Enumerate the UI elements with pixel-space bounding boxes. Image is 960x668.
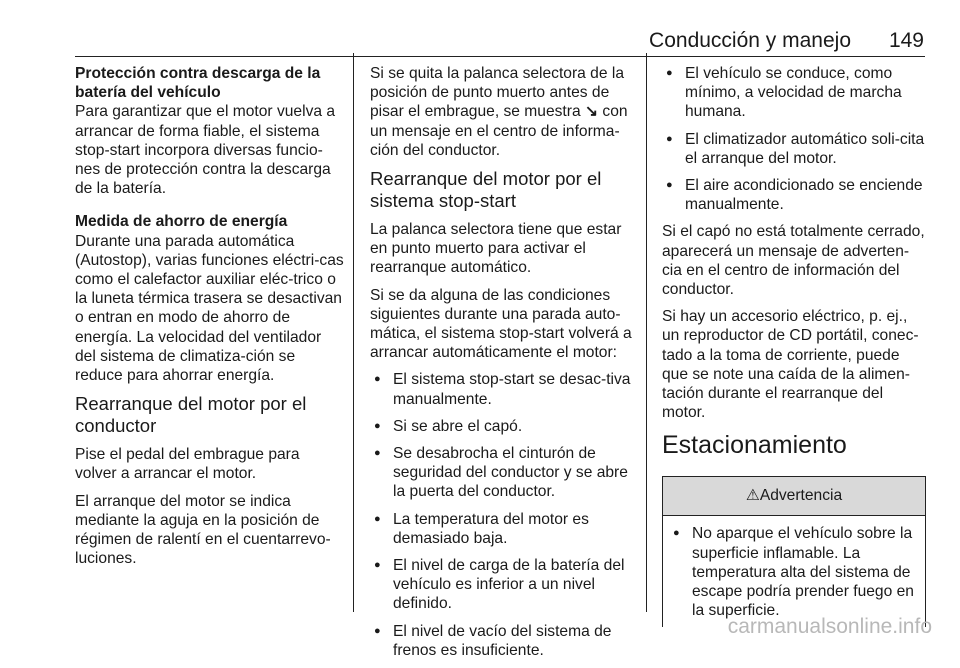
list-item: ● El sistema stop-start se desac-tiva manualmente. (370, 370, 636, 408)
paragraph-capo: Si el capó no está totalmente cerrado, aparecerá un mensaje de adverten-cia en el centro de información del conductor. (662, 223, 925, 299)
paragraph-pise: Pise el pedal del embrague para volver a arrancar el motor. (75, 446, 300, 483)
watermark: carmanualsonline.info (727, 615, 932, 638)
page-header (0, 27, 960, 57)
paragraph-condiciones: Si se da alguna de las condiciones siguientes durante una parada auto-mática, el sistema stop-start volverá a arrancar automáticamente el motor: (370, 286, 632, 362)
list-item: ● El aire acondicionado se enciende manualmente. (662, 176, 926, 214)
gear-indicator-icon: ↘ (584, 103, 599, 121)
warning-header (663, 477, 925, 516)
warning-item: ● No aparque el vehículo sobre la superficie inflamable. La temperatura alta del sistema de escape podría prender fuego en la superficie. (669, 524, 917, 620)
warning-title: Advertencia (759, 487, 843, 505)
column-right (662, 64, 926, 627)
paragraph-palanca (370, 64, 636, 160)
list-item: ● La temperatura del motor es demasiado baja. (370, 510, 636, 548)
paragraph-palanca-b: con un mensaje en el centro de informa-ción del conductor. (370, 103, 628, 159)
list-item: ● El nivel de vacío del sistema de frenos es insuficiente. (370, 622, 636, 660)
list-item: ● El climatizador automático soli-cita el arranque del motor. (662, 130, 926, 168)
page-number: 149 (888, 29, 924, 52)
column-middle (370, 64, 636, 668)
heading-proteccion: Protección contra descarga de la batería del vehículo (75, 65, 321, 102)
paragraph-palanca-a: Si se quita la palanca selectora de la posición de punto muerto antes de pisar el embrague, se muestra (370, 65, 624, 121)
list-item: ● Se desabrocha el cinturón de seguridad del conductor y se abre la puerta del conductor. (370, 444, 636, 502)
paragraph-accesorio: Si hay un accesorio eléctrico, p. ej., un reproductor de CD portátil, conec-tado a la toma de corriente, puede que se note una caída de la alimen-tación durante el rearranque del motor. (662, 308, 919, 422)
heading-rearranque-sistema: Rearranque del motor por el sistema stop-start (370, 168, 602, 212)
heading-medida: Medida de ahorro de energía (75, 213, 288, 231)
warning-list (663, 516, 925, 620)
paragraph-proteccion: Para garantizar que el motor vuelva a arrancar de forma fiable, el sistema stop-start incorpora diversas funcio-nes de protección contra la descarga de la batería. (75, 103, 336, 198)
paragraph-selectora: La palanca selectora tiene que estar en punto muerto para activar el rearranque automático. (370, 221, 622, 277)
paragraph-medida: Durante una parada automática (Autostop), varias funciones eléctri-cas como el calefactor auxiliar eléc-trico o la luneta térmica trasera se desactivan o entran en modo de ahorro de energía. La velocidad del ventilador del sistema de climatiza-ción se reduce para ahorrar energía. (75, 232, 344, 385)
conditions-list-continued (662, 64, 926, 214)
section-title: Conducción y manejo (649, 29, 851, 52)
column-left (75, 64, 345, 576)
warning-icon: ⚠ (745, 487, 760, 505)
heading-estacionamiento: Estacionamiento (662, 431, 847, 460)
column-divider-2 (646, 58, 647, 612)
conditions-list (370, 370, 636, 660)
heading-rearranque-conductor: Rearranque del motor por el conductor (75, 393, 307, 437)
warning-box (662, 476, 926, 627)
column-divider-1 (353, 58, 354, 612)
list-item: ● El vehículo se conduce, como mínimo, a velocidad de marcha humana. (662, 64, 926, 122)
header-rule (75, 56, 925, 57)
paragraph-arranque: El arranque del motor se indica mediante la aguja en la posición de régimen de ralentí en el cuentarrevo-luciones. (75, 492, 331, 568)
list-item: ● El nivel de carga de la batería del vehículo es inferior a un nivel definido. (370, 556, 636, 614)
list-item: ● Si se abre el capó. (370, 417, 636, 436)
